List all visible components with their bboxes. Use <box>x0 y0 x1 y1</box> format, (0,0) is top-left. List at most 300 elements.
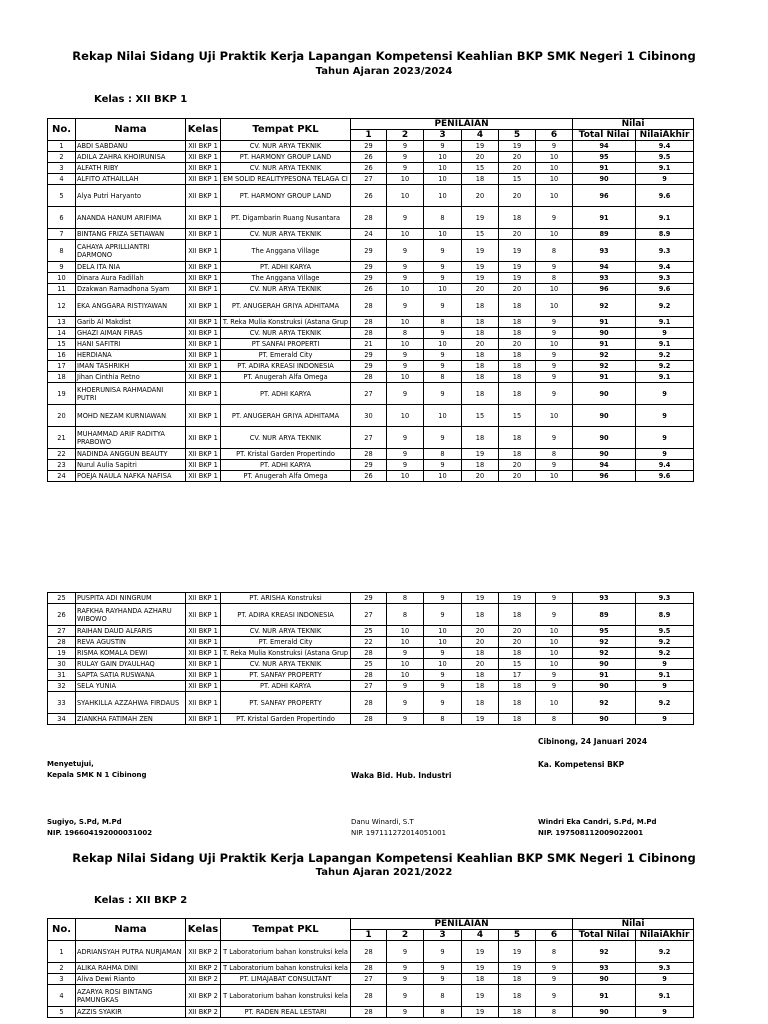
table-row <box>48 284 694 295</box>
row-akhir: 9 <box>636 328 694 339</box>
row-no: 28 <box>48 637 76 648</box>
row-nama: BINTANG FRIZA SETIAWAN <box>76 229 186 240</box>
row-akhir: 9 <box>636 974 694 985</box>
table-row <box>48 471 694 482</box>
row-akhir: 9 <box>636 681 694 692</box>
row-score-3: 10 <box>424 152 462 163</box>
row-score-2: 10 <box>387 372 424 383</box>
row-score-1: 29 <box>351 141 387 152</box>
doc1-title: Rekap Nilai Sidang Uji Praktik Kerja Lapangan Kompetensi Keahlian BKP SMK Negeri 1 Cibinong <box>72 49 696 63</box>
row-score-2: 10 <box>387 284 424 295</box>
row-no: 1 <box>48 941 76 963</box>
row-score-4: 19 <box>462 963 499 974</box>
row-nama: KHOERUNISA RAHMADANI PUTRI <box>76 383 186 405</box>
row-score-5: 18 <box>499 974 536 985</box>
row-score-5: 19 <box>499 262 536 273</box>
row-kelas: XII BKP 1 <box>186 350 221 361</box>
row-nama: SYAHKILLA AZZAHWA FIRDAUS <box>76 692 186 714</box>
row-score-1: 26 <box>351 152 387 163</box>
table-row <box>48 163 694 174</box>
row-kelas: XII BKP 1 <box>186 317 221 328</box>
row-score-1: 29 <box>351 350 387 361</box>
row-kelas: XII BKP 1 <box>186 659 221 670</box>
row-score-2: 10 <box>387 229 424 240</box>
row-akhir: 9 <box>636 449 694 460</box>
row-score-6: 8 <box>536 240 573 262</box>
row-score-6: 9 <box>536 985 573 1007</box>
row-score-5: 18 <box>499 295 536 317</box>
row-score-6: 9 <box>536 670 573 681</box>
row-tempat: PT. Anugerah Alfa Omega <box>221 471 351 482</box>
row-score-6: 9 <box>536 262 573 273</box>
row-total: 90 <box>573 174 636 185</box>
row-score-5: 20 <box>499 229 536 240</box>
row-no: 20 <box>48 405 76 427</box>
row-kelas: XII BKP 1 <box>186 207 221 229</box>
row-total: 90 <box>573 714 636 725</box>
row-tempat: T. Reka Mulia Konstruksi (Astana Grup <box>221 317 351 328</box>
row-no: 3 <box>48 974 76 985</box>
row-score-5: 19 <box>499 240 536 262</box>
row-score-6: 10 <box>536 163 573 174</box>
row-score-5: 19 <box>499 593 536 604</box>
row-nama: ALFATH RIBY <box>76 163 186 174</box>
row-score-3: 9 <box>424 361 462 372</box>
row-total: 93 <box>573 273 636 284</box>
row-no: 26 <box>48 604 76 626</box>
row-nama: AZARYA ROSI BINTANG PAMUNGKAS <box>76 985 186 1007</box>
row-no: 16 <box>48 350 76 361</box>
row-score-5: 20 <box>499 471 536 482</box>
row-kelas: XII BKP 1 <box>186 449 221 460</box>
row-akhir: 9 <box>636 714 694 725</box>
row-score-1: 27 <box>351 604 387 626</box>
row-tempat: PT. SANFAY PROPERTY <box>221 692 351 714</box>
row-score-6: 8 <box>536 714 573 725</box>
signer-3-nip: NIP. 197508112009022001 <box>538 829 644 837</box>
row-nama: SELA YUNIA <box>76 681 186 692</box>
table-row <box>48 207 694 229</box>
row-tempat: T Laboratorium bahan konstruksi kela <box>221 941 351 963</box>
row-akhir: 9 <box>636 174 694 185</box>
row-score-2: 9 <box>387 681 424 692</box>
row-score-6: 10 <box>536 295 573 317</box>
row-score-4: 20 <box>462 626 499 637</box>
row-score-5: 20 <box>499 152 536 163</box>
row-kelas: XII BKP 1 <box>186 692 221 714</box>
row-score-4: 19 <box>462 262 499 273</box>
row-nama: Dzakwan Ramadhona Syam <box>76 284 186 295</box>
row-score-5: 18 <box>499 604 536 626</box>
row-tempat: PT. ADHI KARYA <box>221 383 351 405</box>
row-nama: ZIANKHA FATIMAH ZEN <box>76 714 186 725</box>
row-score-3: 10 <box>424 174 462 185</box>
row-kelas: XII BKP 1 <box>186 339 221 350</box>
row-kelas: XII BKP 1 <box>186 174 221 185</box>
row-kelas: XII BKP 1 <box>186 427 221 449</box>
row-akhir: 9 <box>636 383 694 405</box>
row-score-1: 28 <box>351 648 387 659</box>
row-score-2: 9 <box>387 714 424 725</box>
table-row <box>48 273 694 284</box>
col-header-score-6: 6 <box>536 130 573 141</box>
row-total: 94 <box>573 141 636 152</box>
row-akhir: 9.1 <box>636 670 694 681</box>
row-kelas: XII BKP 1 <box>186 328 221 339</box>
row-score-3: 9 <box>424 350 462 361</box>
row-nama: HERDIANA <box>76 350 186 361</box>
row-no: 19 <box>48 648 76 659</box>
row-tempat: PT. SANFAY PROPERTY <box>221 670 351 681</box>
row-score-1: 27 <box>351 427 387 449</box>
row-no: 4 <box>48 985 76 1007</box>
row-kelas: XII BKP 1 <box>186 229 221 240</box>
row-score-3: 9 <box>424 262 462 273</box>
row-score-6: 9 <box>536 372 573 383</box>
row-score-3: 9 <box>424 295 462 317</box>
row-score-5: 20 <box>499 185 536 207</box>
row-nama: ALIKA RAHMA DINI <box>76 963 186 974</box>
doc2-kelas: Kelas : XII BKP 2 <box>94 895 188 906</box>
row-nama: CAHAYA APRILLIANTRI DARMONO <box>76 240 186 262</box>
row-score-4: 18 <box>462 681 499 692</box>
row-total: 94 <box>573 460 636 471</box>
row-score-2: 10 <box>387 339 424 350</box>
table-row <box>48 604 694 626</box>
row-no: 25 <box>48 593 76 604</box>
row-no: 24 <box>48 471 76 482</box>
signer-2-name: Danu Winardi, S.T <box>351 818 414 826</box>
row-no: 30 <box>48 659 76 670</box>
row-score-5: 18 <box>499 328 536 339</box>
row-score-6: 9 <box>536 681 573 692</box>
row-akhir: 9.1 <box>636 207 694 229</box>
col-header-score-4: 4 <box>462 930 499 941</box>
row-score-4: 20 <box>462 284 499 295</box>
row-score-5: 18 <box>499 361 536 372</box>
row-akhir: 9 <box>636 659 694 670</box>
row-score-6: 10 <box>536 692 573 714</box>
row-akhir: 9.6 <box>636 471 694 482</box>
row-akhir: 8.9 <box>636 604 694 626</box>
row-nama: RAIHAN DAUD ALFARIS <box>76 626 186 637</box>
row-nama: Aliva Dewi Rianto <box>76 974 186 985</box>
table-row <box>48 460 694 471</box>
row-score-2: 8 <box>387 328 424 339</box>
row-no: 21 <box>48 427 76 449</box>
row-no: 9 <box>48 262 76 273</box>
row-akhir: 9.3 <box>636 240 694 262</box>
row-score-1: 28 <box>351 207 387 229</box>
place-date: Cibinong, 24 Januari 2024 <box>538 737 648 746</box>
row-score-3: 8 <box>424 372 462 383</box>
row-no: 8 <box>48 240 76 262</box>
row-no: 11 <box>48 284 76 295</box>
row-score-3: 9 <box>424 328 462 339</box>
row-tempat: PT. HARMONY GROUP LAND <box>221 152 351 163</box>
col-header-tempat: Tempat PKL <box>221 919 351 941</box>
col-header-no: No. <box>48 919 76 941</box>
row-score-3: 10 <box>424 339 462 350</box>
row-total: 92 <box>573 295 636 317</box>
row-score-6: 10 <box>536 229 573 240</box>
row-score-1: 21 <box>351 339 387 350</box>
row-total: 91 <box>573 985 636 1007</box>
row-score-3: 9 <box>424 383 462 405</box>
table-row <box>48 152 694 163</box>
row-score-1: 27 <box>351 383 387 405</box>
row-score-6: 8 <box>536 1007 573 1018</box>
col-header-no: No. <box>48 119 76 141</box>
signer-2-nip: NIP. 197111272014051001 <box>351 829 447 837</box>
row-total: 92 <box>573 692 636 714</box>
row-no: 4 <box>48 174 76 185</box>
row-kelas: XII BKP 1 <box>186 361 221 372</box>
table-row <box>48 240 694 262</box>
row-score-5: 18 <box>499 207 536 229</box>
row-akhir: 9.1 <box>636 163 694 174</box>
col-header-total: Total Nilai <box>573 130 636 141</box>
row-score-3: 9 <box>424 427 462 449</box>
row-kelas: XII BKP 1 <box>186 163 221 174</box>
row-no: 2 <box>48 963 76 974</box>
row-score-6: 10 <box>536 637 573 648</box>
row-tempat: PT. ANUGERAH GRIYA ADHITAMA <box>221 405 351 427</box>
row-no: 27 <box>48 626 76 637</box>
row-nama: EKA ANGGARA RISTIYAWAN <box>76 295 186 317</box>
row-score-2: 9 <box>387 141 424 152</box>
row-score-2: 9 <box>387 963 424 974</box>
row-akhir: 9.4 <box>636 262 694 273</box>
row-score-2: 10 <box>387 405 424 427</box>
row-akhir: 9 <box>636 405 694 427</box>
row-score-6: 8 <box>536 273 573 284</box>
row-score-5: 19 <box>499 273 536 284</box>
row-akhir: 9.2 <box>636 692 694 714</box>
row-score-1: 25 <box>351 659 387 670</box>
row-score-2: 10 <box>387 317 424 328</box>
row-total: 94 <box>573 262 636 273</box>
row-score-2: 9 <box>387 350 424 361</box>
row-score-1: 26 <box>351 163 387 174</box>
row-total: 90 <box>573 405 636 427</box>
row-score-1: 24 <box>351 229 387 240</box>
row-score-3: 9 <box>424 141 462 152</box>
row-total: 96 <box>573 471 636 482</box>
row-score-3: 9 <box>424 460 462 471</box>
row-kelas: XII BKP 1 <box>186 185 221 207</box>
col-header-kelas: Kelas <box>186 119 221 141</box>
table-row <box>48 372 694 383</box>
row-score-3: 8 <box>424 207 462 229</box>
row-nama: Alya Putri Haryanto <box>76 185 186 207</box>
row-score-6: 8 <box>536 449 573 460</box>
row-score-4: 19 <box>462 941 499 963</box>
row-akhir: 9.3 <box>636 963 694 974</box>
table-row <box>48 405 694 427</box>
row-no: 34 <box>48 714 76 725</box>
col-header-score-3: 3 <box>424 930 462 941</box>
table-row <box>48 350 694 361</box>
row-total: 92 <box>573 361 636 372</box>
row-score-5: 18 <box>499 350 536 361</box>
row-tempat: PT SANFAI PROPERTI <box>221 339 351 350</box>
row-score-2: 9 <box>387 460 424 471</box>
table-row <box>48 692 694 714</box>
row-total: 90 <box>573 681 636 692</box>
table-row <box>48 985 694 1007</box>
row-score-5: 15 <box>499 405 536 427</box>
row-akhir: 9.2 <box>636 295 694 317</box>
row-score-5: 18 <box>499 317 536 328</box>
row-score-6: 9 <box>536 207 573 229</box>
row-score-3: 10 <box>424 637 462 648</box>
row-score-1: 26 <box>351 284 387 295</box>
row-score-4: 18 <box>462 460 499 471</box>
row-total: 93 <box>573 593 636 604</box>
col-header-score-1: 1 <box>351 930 387 941</box>
table-row <box>48 339 694 350</box>
row-total: 91 <box>573 163 636 174</box>
row-kelas: XII BKP 1 <box>186 284 221 295</box>
row-tempat: PT. ADHI KARYA <box>221 681 351 692</box>
row-score-2: 9 <box>387 262 424 273</box>
row-score-2: 10 <box>387 659 424 670</box>
row-nama: SAPTA SATIA RUSWANA <box>76 670 186 681</box>
row-score-4: 18 <box>462 648 499 659</box>
table-row <box>48 626 694 637</box>
row-no: 18 <box>48 372 76 383</box>
row-score-2: 10 <box>387 185 424 207</box>
row-score-2: 9 <box>387 163 424 174</box>
row-score-1: 29 <box>351 361 387 372</box>
row-score-5: 20 <box>499 163 536 174</box>
row-score-1: 26 <box>351 471 387 482</box>
row-tempat: PT. ADIRA KREASI INDONESIA <box>221 604 351 626</box>
row-tempat: PT. ADHI KARYA <box>221 262 351 273</box>
col-header-score-3: 3 <box>424 130 462 141</box>
table-row <box>48 941 694 963</box>
row-akhir: 9.3 <box>636 273 694 284</box>
row-nama: ALFITO ATHAILLAH <box>76 174 186 185</box>
row-score-1: 28 <box>351 372 387 383</box>
row-tempat: The Anggana Village <box>221 273 351 284</box>
row-nama: MOHD NEZAM KURNIAWAN <box>76 405 186 427</box>
row-no: 19 <box>48 383 76 405</box>
signer-1-nip: NIP. 196604192000031002 <box>47 829 153 837</box>
col-header-nama: Nama <box>76 119 186 141</box>
row-score-1: 27 <box>351 174 387 185</box>
row-kelas: XII BKP 1 <box>186 141 221 152</box>
row-score-1: 29 <box>351 593 387 604</box>
row-tempat: CV. NUR ARYA TEKNIK <box>221 163 351 174</box>
row-akhir: 9.3 <box>636 593 694 604</box>
row-tempat: CV. NUR ARYA TEKNIK <box>221 229 351 240</box>
row-total: 92 <box>573 637 636 648</box>
row-score-1: 28 <box>351 963 387 974</box>
row-score-4: 20 <box>462 339 499 350</box>
row-score-2: 9 <box>387 383 424 405</box>
col-header-score-1: 1 <box>351 130 387 141</box>
kepala-label: Kepala SMK N 1 Cibinong <box>47 771 147 779</box>
row-score-5: 20 <box>499 284 536 295</box>
col-header-nilai: Nilai <box>573 919 694 930</box>
row-total: 93 <box>573 963 636 974</box>
row-total: 89 <box>573 604 636 626</box>
row-score-5: 20 <box>499 339 536 350</box>
row-no: 12 <box>48 295 76 317</box>
row-tempat: PT. Emerald City <box>221 637 351 648</box>
row-no: 3 <box>48 163 76 174</box>
row-score-4: 18 <box>462 692 499 714</box>
row-score-6: 10 <box>536 152 573 163</box>
row-total: 92 <box>573 648 636 659</box>
row-score-3: 9 <box>424 974 462 985</box>
row-score-5: 19 <box>499 963 536 974</box>
row-tempat: CV. NUR ARYA TEKNIK <box>221 328 351 339</box>
table-row <box>48 681 694 692</box>
row-score-2: 9 <box>387 207 424 229</box>
table-row <box>48 141 694 152</box>
row-score-6: 9 <box>536 974 573 985</box>
row-no: 7 <box>48 229 76 240</box>
row-tempat: PT. LIMAJABAT CONSULTANT <box>221 974 351 985</box>
row-kelas: XII BKP 1 <box>186 383 221 405</box>
row-score-4: 20 <box>462 637 499 648</box>
row-kelas: XII BKP 1 <box>186 273 221 284</box>
row-nama: HANI SAFITRI <box>76 339 186 350</box>
row-akhir: 9.6 <box>636 185 694 207</box>
row-tempat: The Anggana Village <box>221 240 351 262</box>
row-tempat: T Laboratorium bahan konstruksi kela <box>221 985 351 1007</box>
row-score-2: 9 <box>387 273 424 284</box>
row-score-3: 9 <box>424 692 462 714</box>
row-score-3: 8 <box>424 1007 462 1018</box>
row-no: 1 <box>48 141 76 152</box>
table-row <box>48 648 694 659</box>
table-row <box>48 317 694 328</box>
row-score-4: 20 <box>462 659 499 670</box>
row-akhir: 9.4 <box>636 141 694 152</box>
row-score-1: 28 <box>351 941 387 963</box>
row-score-5: 18 <box>499 383 536 405</box>
row-akhir: 9.2 <box>636 648 694 659</box>
signer-3-name: Windri Eka Candri, S.Pd, M.Pd <box>538 818 657 826</box>
row-akhir: 9.1 <box>636 339 694 350</box>
row-score-4: 18 <box>462 350 499 361</box>
row-score-6: 10 <box>536 471 573 482</box>
table-row <box>48 670 694 681</box>
row-tempat: CV. NUR ARYA TEKNIK <box>221 659 351 670</box>
row-nama: NADINDA ANGGUN BEAUTY <box>76 449 186 460</box>
col-header-kelas: Kelas <box>186 919 221 941</box>
row-no: 6 <box>48 207 76 229</box>
row-score-1: 28 <box>351 714 387 725</box>
col-header-penilaian: PENILAIAN <box>351 119 573 130</box>
row-kelas: XII BKP 1 <box>186 670 221 681</box>
row-no: 17 <box>48 361 76 372</box>
row-score-4: 18 <box>462 383 499 405</box>
row-no: 5 <box>48 185 76 207</box>
row-tempat: PT. Digambarin Ruang Nusantara <box>221 207 351 229</box>
row-total: 90 <box>573 659 636 670</box>
row-kelas: XII BKP 1 <box>186 648 221 659</box>
row-score-1: 30 <box>351 405 387 427</box>
row-score-4: 15 <box>462 163 499 174</box>
col-header-score-5: 5 <box>499 130 536 141</box>
row-score-3: 10 <box>424 163 462 174</box>
row-akhir: 9 <box>636 427 694 449</box>
